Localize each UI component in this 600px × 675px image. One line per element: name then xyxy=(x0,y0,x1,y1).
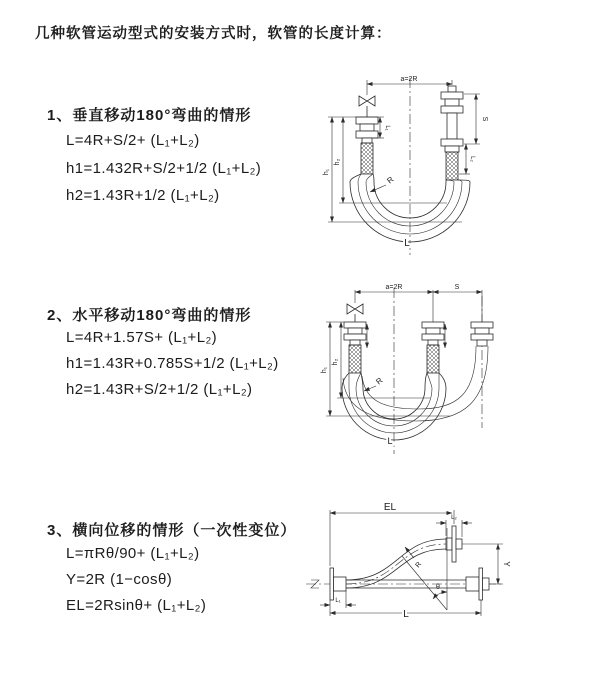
label-y: Y xyxy=(502,561,511,567)
section-1-heading: 1、垂直移动180°弯曲的情形 xyxy=(47,107,252,124)
dimension-span-a2r xyxy=(355,284,482,322)
u-hose-displaced xyxy=(343,346,488,421)
section-1-formula-L: L=4R+S/2+ (L₁+L₂) xyxy=(66,132,200,149)
label-r: R xyxy=(414,560,424,570)
s-curve-hose-displaced xyxy=(346,539,446,588)
radius-callout xyxy=(405,547,423,569)
label-h2: h₂ xyxy=(334,158,341,166)
hose-length-label: L xyxy=(404,238,410,249)
section-2-formula-h1: h1=1.43R+0.785S+1/2 (L₁+L₂) xyxy=(66,355,279,372)
dimension-s xyxy=(433,284,482,292)
dimension-s xyxy=(464,94,488,144)
angle-construction xyxy=(402,528,447,610)
left-pipe-fitting xyxy=(344,322,366,345)
left-braided-section xyxy=(361,143,373,174)
label-h2: h₂ xyxy=(332,358,339,366)
label-a2r: a=2R xyxy=(400,76,418,83)
right-braided-section xyxy=(446,152,458,180)
upper-right-flange xyxy=(446,526,462,562)
dimension-h1 xyxy=(323,117,462,222)
dimension-h2 xyxy=(332,322,430,398)
section-3-formula-Y: Y=2R (1−cosθ) xyxy=(66,571,173,588)
dimension-el xyxy=(330,502,454,566)
label-r: R xyxy=(385,174,396,186)
middle-pipe-fitting xyxy=(422,322,444,345)
section-3-formula-L: L=πRθ/90+ (L₁+L₂) xyxy=(66,545,200,562)
dimension-l1 xyxy=(320,591,356,608)
left-flange xyxy=(330,568,346,600)
dimension-l xyxy=(330,600,481,620)
label-theta: θ xyxy=(436,584,440,591)
label-l2: L₂ xyxy=(469,156,475,162)
label-l1: L₁ xyxy=(335,598,341,604)
label-l2: L₂ xyxy=(451,515,457,521)
middle-braided-section xyxy=(427,345,439,373)
section-2-heading: 2、水平移动180°弯曲的情形 xyxy=(47,307,252,324)
label-s: S xyxy=(481,116,488,122)
section-2-formula-L: L=4R+1.57S+ (L₁+L₂) xyxy=(66,329,218,346)
right-pipe-fitting xyxy=(441,86,463,152)
dimension-span-a2r xyxy=(367,76,452,95)
diagram-vertical-180-bend xyxy=(312,62,600,262)
label-a2r: a=2R xyxy=(385,284,403,291)
label-l1: L₁ xyxy=(384,125,390,131)
left-pipe-fitting xyxy=(356,117,378,143)
right-lower-flange xyxy=(466,568,489,600)
valve-icon xyxy=(359,96,375,117)
label-el: EL xyxy=(383,502,397,513)
diagram-lateral-displacement xyxy=(298,498,600,653)
label-h1: h₁ xyxy=(323,168,330,176)
section-3-heading: 3、横向位移的情形（一次性变位） xyxy=(47,522,297,539)
label-r: R xyxy=(374,375,385,387)
left-braided-section xyxy=(349,345,361,373)
section-1-formula-h2: h2=1.43R+1/2 (L₁+L₂) xyxy=(66,187,220,204)
hose-length-label: L xyxy=(387,436,393,446)
right-pipe-fitting xyxy=(471,322,493,346)
label-s: S xyxy=(454,284,460,291)
section-2-formula-h2: h2=1.43R+S/2+1/2 (L₁+L₂) xyxy=(66,381,253,398)
page-title: 几种软管运动型式的安装方式时，软管的长度计算： xyxy=(35,26,392,42)
dimension-l2 xyxy=(459,144,475,174)
label-h1: h₁ xyxy=(321,366,328,374)
valve-icon xyxy=(347,304,363,322)
label-l: L xyxy=(403,609,409,620)
radius-callout xyxy=(364,376,385,391)
section-3-formula-EL: EL=2Rsinθ+ (L₁+L₂) xyxy=(66,597,207,614)
section-1-formula-h1: h1=1.432R+S/2+1/2 (L₁+L₂) xyxy=(66,160,262,177)
diagram-horizontal-180-bend xyxy=(310,278,600,470)
